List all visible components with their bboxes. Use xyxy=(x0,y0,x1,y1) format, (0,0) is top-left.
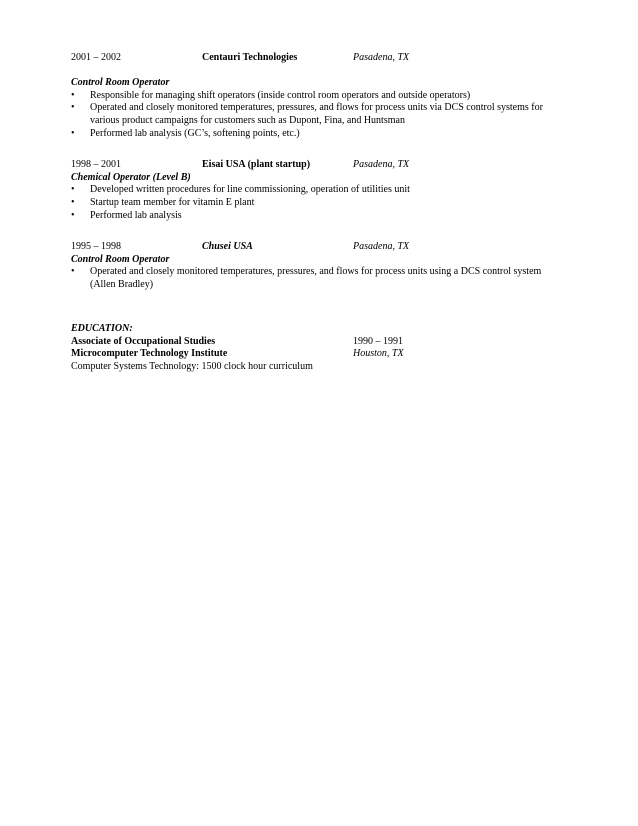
bullet-item xyxy=(71,184,566,197)
bullet-item xyxy=(71,102,566,127)
education-years: 1990 – 1991 xyxy=(353,335,403,347)
bullet-icon: • xyxy=(71,102,75,114)
job-entry-centauri xyxy=(71,52,571,140)
bullet-text: Developed written procedures for line commissioning, operation of utilities unit xyxy=(90,184,410,196)
spacer xyxy=(71,140,571,159)
bullet-item xyxy=(71,210,566,223)
job-bullets xyxy=(71,266,571,291)
job-bullets xyxy=(71,90,571,140)
education-heading: EDUCATION: xyxy=(71,323,133,335)
bullet-icon: • xyxy=(71,209,75,221)
bullet-text: Responsible for managing shift operators (inside control room operators and outside operators) xyxy=(90,89,471,101)
bullet-text: Operated and closely monitored temperatures, pressures, and flows for process units using a DCS control system (Allen Bradley) xyxy=(90,266,542,290)
job-dates: 2001 – 2002 xyxy=(71,52,121,63)
education-program: Computer Systems Technology: 1500 clock hour curriculum xyxy=(71,360,313,372)
education-school-row xyxy=(71,348,571,361)
job-title: Control Room Operator xyxy=(71,253,170,265)
job-entry-eisai xyxy=(71,159,571,222)
education-section xyxy=(71,323,571,373)
job-title: Chemical Operator (Level B) xyxy=(71,171,191,183)
bullet-item xyxy=(71,128,566,141)
job-location: Pasadena, TX xyxy=(353,241,410,253)
bullet-item xyxy=(71,266,566,291)
spacer xyxy=(71,292,571,311)
job-bullets xyxy=(71,184,571,222)
job-company: Centauri Technologies xyxy=(202,52,298,63)
bullet-icon: • xyxy=(71,184,75,196)
bullet-text: Operated and closely monitored temperatures, pressures, and flows for process units via DCS control systems for various product campaigns for customers such as Dupont, Fina, and Huntsman xyxy=(90,102,543,126)
job-header xyxy=(71,52,571,65)
job-header xyxy=(71,241,571,254)
spacer xyxy=(71,222,571,241)
job-header xyxy=(71,159,571,172)
job-dates: 1998 – 2001 xyxy=(71,159,121,171)
education-degree: Associate of Occupational Studies xyxy=(71,335,216,347)
bullet-icon: • xyxy=(71,89,75,101)
bullet-item xyxy=(71,197,566,210)
job-company: Chusei USA xyxy=(202,241,253,253)
job-title: Control Room Operator xyxy=(71,77,170,89)
resume-page xyxy=(71,52,571,373)
bullet-text: Startup team member for vitamin E plant xyxy=(90,196,255,208)
bullet-icon: • xyxy=(71,266,75,278)
education-location: Houston, TX xyxy=(353,348,404,360)
education-school: Microcomputer Technology Institute xyxy=(71,348,228,360)
bullet-icon: • xyxy=(71,196,75,208)
bullet-icon: • xyxy=(71,127,75,139)
education-degree-row xyxy=(71,336,571,349)
bullet-text: Performed lab analysis (GC’s, softening points, etc.) xyxy=(90,127,300,139)
job-entry-chusei xyxy=(71,241,571,291)
job-company: Eisai USA (plant startup) xyxy=(202,159,311,171)
job-location: Pasadena, TX xyxy=(353,159,410,171)
spacer xyxy=(71,311,571,324)
bullet-item xyxy=(71,90,566,103)
job-dates: 1995 – 1998 xyxy=(71,241,121,253)
bullet-text: Performed lab analysis xyxy=(90,209,182,221)
job-location: Pasadena, TX xyxy=(353,52,410,63)
spacer xyxy=(71,65,571,78)
